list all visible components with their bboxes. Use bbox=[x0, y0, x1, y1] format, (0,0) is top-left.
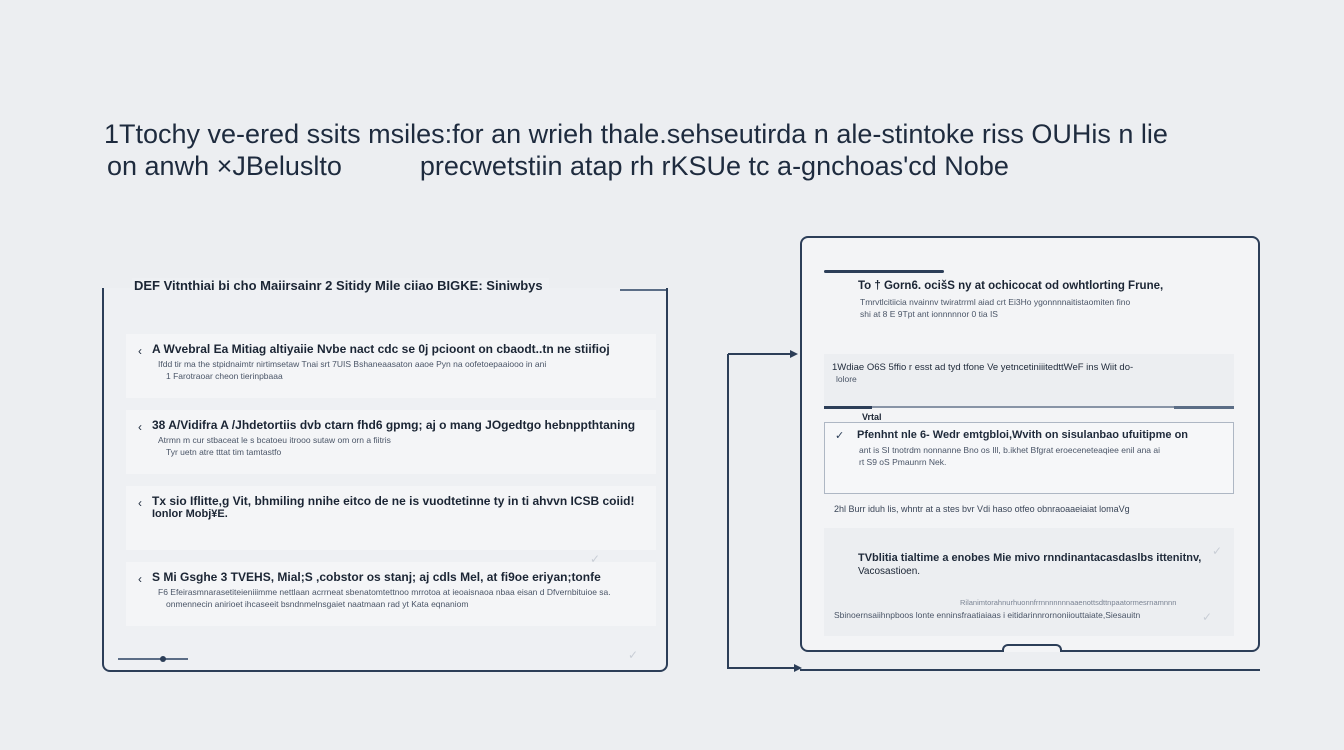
right-panel-section-label: Vrtal bbox=[862, 412, 882, 422]
item-title: TVblitia tialtime a enobes Mie mivo rnndinantacasdaslbs ittenitnv, bbox=[858, 552, 1202, 564]
arrow-head-icon bbox=[790, 350, 798, 358]
left-panel-footer-rule bbox=[118, 658, 188, 660]
footer-dot bbox=[160, 656, 166, 662]
checkmark-icon: ✓ bbox=[835, 430, 845, 442]
right-panel bbox=[800, 236, 1260, 652]
list-item[interactable] bbox=[136, 342, 656, 418]
card-subtitle-2: rt S9 oS Pmaunrn Nek. bbox=[859, 457, 947, 467]
list-item[interactable] bbox=[136, 418, 656, 494]
list-item-subtitle-2: 1 Farotraoar cheon tierinpbaaa bbox=[166, 371, 283, 381]
right-panel-heading: To † Gorn6. ocišS ny at ochicocat od owhtlorting Frune, bbox=[858, 280, 1164, 292]
right-panel-divider bbox=[824, 406, 1234, 408]
right-panel-baseline bbox=[800, 669, 1260, 671]
headline-line-2 bbox=[104, 150, 1244, 182]
item-footnote: Rilanimtorahnurhuonnfrrnnnnnnnaaenottsdttnpaatormesrnamnnn bbox=[960, 598, 1177, 607]
list-item-subtitle: Ifdd tir ma the stpidnaimtr nirtimsetaw Tnai srt 7UIS Bshaneaasaton aaoe Pyn na oofetoepaaiooo in ani bbox=[158, 359, 547, 369]
divider-accent bbox=[824, 406, 872, 409]
headline-line-1: 1Ttochy ve-ered ssits msiles:for an wrieh thale.sehseutirda n ale-stintoke riss OUHis n lie bbox=[104, 119, 1168, 149]
right-panel-top-rule bbox=[824, 270, 944, 273]
list-item-title: 38 A/Vidifra A /Jhdetortiis dvb ctarn fhd6 gpmg; aj o mang JOgedtgo hebnppthtaning bbox=[152, 418, 636, 432]
list-item-subtitle: Atrmn m cur stbaceat le s bcatoeu itrooo sutaw om orn a fiitris bbox=[158, 435, 391, 445]
connector-path bbox=[728, 354, 796, 668]
list-item-subtitle-2: Tyr uetn atre tttat tim tamtastfo bbox=[166, 447, 282, 457]
right-panel-note: 2hl Burr iduh lis, whntr at a stes bvr Vdi haso otfeo obnraoaaeiaiat lomaVg bbox=[834, 504, 1130, 514]
list-item-subtitle: F6 Efeirasmnarasetiteieniiimme nettlaan acrrneat sbenatomtettnoo mrrotoa at ieoaisnaoa nbaa eisan d Dfvernbituioe sa. bbox=[158, 587, 611, 597]
faint-checkmark-icon: ✓ bbox=[628, 648, 639, 662]
list-item[interactable] bbox=[136, 494, 656, 570]
left-panel-title-rule bbox=[620, 289, 666, 291]
faint-checkmark-icon: ✓ bbox=[1202, 610, 1213, 624]
item-title-2: Vacosastioen. bbox=[858, 566, 921, 577]
right-panel-band-text-2: lolore bbox=[836, 374, 857, 384]
chevron-left-icon: ‹ bbox=[138, 572, 142, 586]
list-item-subtitle-2: onmennecin anirioet ihcaseeit bsndnmelnsgaiet naatmaan rad yt Kata eqnaniom bbox=[166, 599, 469, 609]
chevron-left-icon: ‹ bbox=[138, 420, 142, 434]
faint-checkmark-icon: ✓ bbox=[590, 552, 601, 566]
right-panel-item[interactable] bbox=[824, 528, 1234, 636]
list-item-subtitle: Ionlor Mobj¥E. bbox=[152, 508, 228, 520]
right-panel-card[interactable] bbox=[824, 422, 1234, 494]
item-footnote-2: Sbinoernsaiihnpboos lonte enninsfraatiaiaas i eitidarinnrornoniiouttaiate,Siesauitn bbox=[834, 610, 1141, 620]
left-panel-title: DEF Vitnthiai bi cho Maiirsainr 2 Sitidy Mile ciiao BIGKE: Siniwbys bbox=[132, 278, 549, 293]
list-item[interactable] bbox=[136, 570, 656, 646]
headline bbox=[104, 118, 1244, 182]
chevron-left-icon: ‹ bbox=[138, 344, 142, 358]
card-title: Pfenhnt nle 6- Wedr emtgbloi,Wvith on sisulanbao ufuitipme on bbox=[857, 429, 1189, 441]
faint-checkmark-icon: ✓ bbox=[1212, 544, 1223, 558]
chevron-left-icon: ‹ bbox=[138, 496, 142, 510]
headline-line-2-b: precwetstiin atap rh rKSUe tc a-gnchoas'cd Nobe bbox=[419, 151, 1009, 181]
list-item-title: A Wvebral Ea Mitiag altiyaiie Nvbe nact cdc se 0j pcioont on cbaodt..tn ne stiifioj bbox=[152, 342, 610, 356]
list-item-title: Tx sio Iflitte,g Vit, bhmiling nnihe eitco de ne is vuodtetinne ty in ti ahvvn ICSB coiid! bbox=[152, 494, 635, 508]
right-panel-subtext: Tmrvtlcitiicia nvainnv twiratrrml aiad crt Ei3Ho ygonnnnaitistaomiten fino bbox=[860, 297, 1131, 307]
divider-accent-right bbox=[1174, 406, 1234, 409]
headline-line-2-a: on anwh ×JBeluslto bbox=[107, 151, 342, 181]
connector-arrows bbox=[724, 350, 804, 672]
left-panel bbox=[102, 278, 668, 672]
right-panel-subtext-2: shi at 8 E 9Tpt ant ionnnnnor 0 tia IS bbox=[860, 309, 998, 319]
list-item-title: S Mi Gsghe 3 TVEHS, Mial;S ,cobstor os stanj; aj cdls Mel, at fi9oe eriyan;tonfe bbox=[152, 570, 601, 584]
right-panel-band-text: 1Wdiae O6S 5ffio r esst ad tyd tfone Ve yetncetiniiitedttWeF ins Wiit do- bbox=[832, 362, 1134, 373]
right-panel-bottom-tab bbox=[1002, 644, 1062, 652]
card-subtitle: ant is SI tnotrdm nonnanne Bno os Ill, b.ikhet Bfgrat eroeceneteaqiee enil ana ai bbox=[859, 445, 1161, 455]
left-item-list bbox=[136, 342, 656, 646]
